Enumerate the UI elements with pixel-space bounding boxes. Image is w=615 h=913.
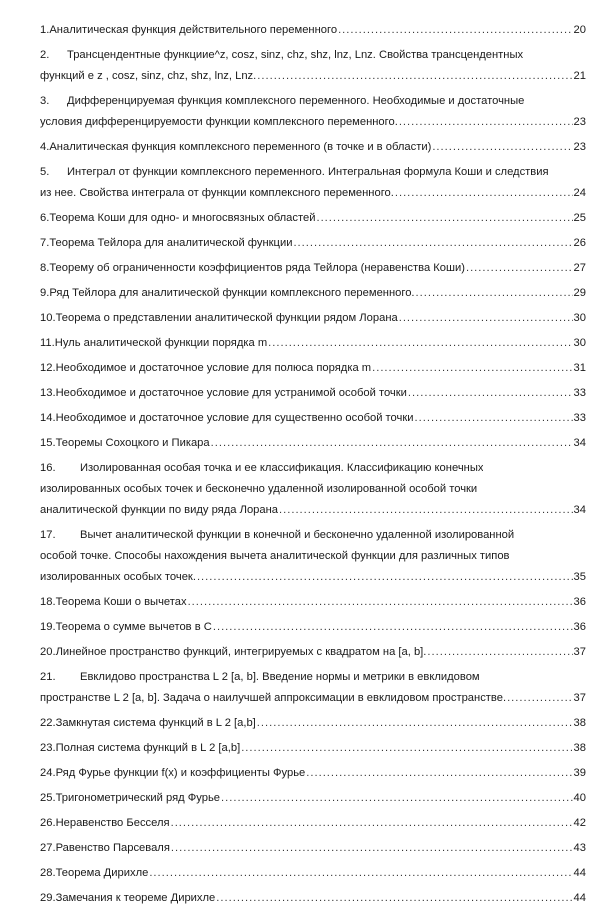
toc-entry-page-number[interactable]: 23 <box>573 116 586 128</box>
toc-entry-last-line <box>40 233 586 254</box>
dot-leader <box>415 408 573 429</box>
toc-entry[interactable] <box>40 358 586 379</box>
toc-entry-number: 5. <box>40 166 50 178</box>
toc-entry-number: 16. <box>40 462 56 474</box>
toc-entry-page-number[interactable]: 24 <box>573 187 586 199</box>
dot-leader <box>171 838 573 859</box>
toc-entry-number: 27. <box>40 842 56 854</box>
dot-leader <box>188 592 573 613</box>
toc-entry-page-number[interactable]: 34 <box>573 504 586 516</box>
dot-leader <box>427 642 572 663</box>
toc-entry-page-number[interactable]: 37 <box>573 646 586 658</box>
toc-entry-line <box>40 91 586 112</box>
toc-entry-number: 17. <box>40 529 56 541</box>
toc-entry-last-line <box>40 20 586 41</box>
toc-entry-page-number[interactable]: 38 <box>573 717 586 729</box>
toc-entry[interactable] <box>40 617 586 638</box>
toc-entry-last-line <box>40 358 586 379</box>
toc-entry-number: 6. <box>40 212 50 224</box>
toc-entry-title[interactable]: Замечания к теореме Дирихле <box>55 892 216 904</box>
toc-entry-page-number[interactable]: 44 <box>573 892 586 904</box>
dot-leader <box>306 763 572 784</box>
toc-entry-title-line: изолированных особых точек и бесконечно удаленной изолированной особой точки <box>40 483 478 495</box>
toc-entry-last-line <box>40 567 586 588</box>
toc-entry-number: 24. <box>40 767 56 779</box>
dot-leader <box>279 500 573 521</box>
toc-entry-last-line <box>40 333 586 354</box>
toc-entry-number: 26. <box>40 817 56 829</box>
toc-entry-title[interactable]: Тригонометрический ряд Фурье <box>55 792 221 804</box>
toc-entry-title[interactable]: из нее. Свойства интеграла от функции комплексного переменного. <box>40 187 394 199</box>
toc-entry[interactable] <box>40 258 586 279</box>
toc-entry-last-line <box>40 258 586 279</box>
toc-entry-number: 11. <box>40 337 55 349</box>
toc-entry-title[interactable]: Теорема о представлении аналитической функции рядом Лорана <box>55 312 398 324</box>
toc-entry[interactable] <box>40 45 586 87</box>
dot-leader <box>216 888 572 909</box>
dot-leader <box>316 208 572 229</box>
toc-entry[interactable] <box>40 458 586 521</box>
toc-entry-page-number[interactable]: 43 <box>573 842 586 854</box>
toc-entry-title[interactable]: Необходимое и достаточное условие для полюса порядка m <box>55 362 372 374</box>
toc-entry[interactable] <box>40 788 586 809</box>
toc-entry-page-number[interactable]: 44 <box>573 867 586 879</box>
toc-entry-title-line: Интеграл от функции комплексного переменного. Интегральная формула Коши и следствия <box>67 166 549 178</box>
toc-entry-title[interactable]: Теорема о сумме вычетов в С <box>55 621 212 633</box>
toc-entry-number: 18. <box>40 596 56 608</box>
toc-entry-number: 22. <box>40 717 56 729</box>
toc-entry-last-line <box>40 500 586 521</box>
toc-entry-last-line <box>40 838 586 859</box>
toc-entry-title[interactable]: Необходимое и достаточное условие для существенно особой точки <box>55 412 414 424</box>
toc-entry-title-line: Трансцендентные функциие^z, cosz, sinz, chz, shz, lnz, Lnz. Свойства трансцендентных <box>67 49 524 61</box>
toc-entry-title[interactable]: Неравенство Бесселя <box>55 817 170 829</box>
toc-entry[interactable] <box>40 642 586 663</box>
dot-leader <box>466 258 573 279</box>
toc-entry-page-number[interactable]: 26 <box>573 237 586 249</box>
toc-entry-page-number[interactable]: 23 <box>573 141 586 153</box>
toc-entry-title[interactable]: Аналитическая функция комплексного переменного (в точке и в области) <box>49 141 432 153</box>
toc-entry-title[interactable]: функций е z , cosz, sinz, chz, shz, lnz, Lnz. <box>40 70 257 82</box>
toc-entry-title-line: Дифференцируемая функция комплексного переменного. Необходимые и достаточные <box>67 95 525 107</box>
toc-entry[interactable] <box>40 763 586 784</box>
toc-entry-title-line: Изолированная особая точка и ее классификация. Классификацию конечных <box>80 462 484 474</box>
toc-entry-title[interactable]: Ряд Тейлора для аналитической функции комплексного переменного. <box>49 287 415 299</box>
dot-leader <box>416 283 573 304</box>
toc-entry-number: 2. <box>40 49 50 61</box>
toc-entry-title[interactable]: пространстве L 2 [a, b]. Задача о наилучшей аппроксимации в евклидовом пространстве. <box>40 692 507 704</box>
toc-entry-title[interactable]: Теорема Дирихле <box>55 867 149 879</box>
toc-entry-title[interactable]: Теорема Коши для одно- и многосвязных областей <box>49 212 316 224</box>
toc-entry-last-line <box>40 433 586 454</box>
toc-entry-line <box>40 479 586 500</box>
toc-entry-title[interactable]: Аналитическая функция действительного переменного <box>49 24 338 36</box>
dot-leader <box>149 863 572 884</box>
toc-entry-number: 25. <box>40 792 56 804</box>
toc-entry-number: 1. <box>40 24 50 36</box>
toc-entry-number: 9. <box>40 287 50 299</box>
toc-entry-title[interactable]: аналитической функции по виду ряда Лорана <box>40 504 279 516</box>
toc-entry-last-line <box>40 383 586 404</box>
toc-entry[interactable] <box>40 20 586 41</box>
toc-entry-page-number[interactable]: 21 <box>573 70 586 82</box>
toc-entry[interactable] <box>40 162 586 204</box>
dot-leader <box>171 813 573 834</box>
toc-entry-number: 4. <box>40 141 50 153</box>
toc-entry-last-line <box>40 283 586 304</box>
toc-entry-last-line <box>40 592 586 613</box>
toc-entry[interactable] <box>40 813 586 834</box>
toc-entry-page-number[interactable]: 35 <box>573 571 586 583</box>
toc-entry-page-number[interactable]: 29 <box>573 287 586 299</box>
toc-entry[interactable] <box>40 91 586 133</box>
dot-leader <box>432 137 572 158</box>
toc-entry[interactable] <box>40 383 586 404</box>
toc-entry-line <box>40 667 586 688</box>
toc-entry-title[interactable]: условия дифференцируемости функции комплексного переменного. <box>40 116 398 128</box>
toc-entry-page-number[interactable]: 20 <box>573 24 586 36</box>
toc-entry-page-number[interactable]: 33 <box>573 412 586 424</box>
toc-entry-number: 13. <box>40 387 56 399</box>
toc-entry[interactable] <box>40 333 586 354</box>
toc-entry[interactable] <box>40 208 586 229</box>
dot-leader <box>408 383 573 404</box>
toc-entry-number: 3. <box>40 95 50 107</box>
dot-leader <box>221 788 573 809</box>
toc-entry-page-number[interactable]: 34 <box>573 437 586 449</box>
toc-entry-title[interactable]: Линейное пространство функций, интегрируемых с квадратом на [a, b]. <box>55 646 427 658</box>
toc-entry-page-number[interactable]: 37 <box>573 692 586 704</box>
toc-entry-title[interactable]: Ряд Фурье функции f(x) и коэффициенты Фурье <box>55 767 306 779</box>
dot-leader <box>338 20 572 41</box>
toc-entry-page-number[interactable]: 30 <box>573 312 586 324</box>
toc-entry-page-number[interactable]: 36 <box>573 621 586 633</box>
toc-entry-line <box>40 45 586 66</box>
toc-entry-number: 14. <box>40 412 56 424</box>
toc-entry-line <box>40 546 586 567</box>
toc-entry-last-line <box>40 763 586 784</box>
toc-entry-title[interactable]: Равенство Парсеваля <box>55 842 170 854</box>
toc-entry[interactable] <box>40 408 586 429</box>
dot-leader <box>241 738 572 759</box>
toc-entry-title[interactable]: Полная система функций в L 2 [a,b] <box>55 742 241 754</box>
dot-leader <box>399 308 573 329</box>
toc-entry-page-number[interactable]: 31 <box>573 362 586 374</box>
toc-entry-title[interactable]: Нуль аналитической функции порядка m <box>54 337 268 349</box>
toc-entry[interactable] <box>40 308 586 329</box>
toc-entry[interactable] <box>40 233 586 254</box>
toc-entry-page-number[interactable]: 42 <box>573 817 586 829</box>
toc-entry-page-number[interactable]: 36 <box>573 596 586 608</box>
toc-entry[interactable] <box>40 713 586 734</box>
toc-entry-page-number[interactable]: 27 <box>573 262 586 274</box>
toc-entry-last-line <box>40 863 586 884</box>
toc-entry-last-line <box>40 888 586 909</box>
toc-entry-line <box>40 525 586 546</box>
toc-entry-number: 29. <box>40 892 56 904</box>
toc-entry[interactable] <box>40 137 586 158</box>
toc-entry-last-line <box>40 308 586 329</box>
toc-entry-title[interactable]: Теорема Тейлора для аналитической функции <box>49 237 293 249</box>
dot-leader <box>395 183 573 204</box>
toc-entry-page-number[interactable]: 33 <box>573 387 586 399</box>
toc-entry-page-number[interactable]: 25 <box>573 212 586 224</box>
toc-entry[interactable] <box>40 863 586 884</box>
toc-entry-number: 23. <box>40 742 56 754</box>
dot-leader <box>213 617 573 638</box>
toc-entry-number: 19. <box>40 621 56 633</box>
toc-entry-title[interactable]: Теорема Коши о вычетах <box>55 596 187 608</box>
toc-entry-page-number[interactable]: 40 <box>573 792 586 804</box>
toc-entry-number: 10. <box>40 312 56 324</box>
toc-entry-last-line <box>40 112 586 133</box>
toc-entry-last-line <box>40 788 586 809</box>
dot-leader <box>257 66 572 87</box>
toc-entry-title[interactable]: Необходимое и достаточное условие для устранимой особой точки <box>55 387 407 399</box>
toc-entry-number: 20. <box>40 646 56 658</box>
toc-entry-last-line <box>40 813 586 834</box>
toc-entry-number: 8. <box>40 262 50 274</box>
toc-entry[interactable] <box>40 525 586 588</box>
toc-entry-last-line <box>40 208 586 229</box>
toc-entry-last-line <box>40 183 586 204</box>
table-of-contents <box>40 20 586 913</box>
toc-entry-title[interactable]: Теорему об ограниченности коэффициентов ряда Тейлора (неравенства Коши) <box>49 262 465 274</box>
dot-leader <box>211 433 573 454</box>
toc-entry-number: 15. <box>40 437 56 449</box>
toc-entry-number: 21. <box>40 671 56 683</box>
toc-entry-last-line <box>40 408 586 429</box>
toc-entry-title[interactable]: изолированных особых точек. <box>40 571 196 583</box>
toc-entry[interactable] <box>40 592 586 613</box>
toc-entry-line <box>40 162 586 183</box>
toc-entry-last-line <box>40 738 586 759</box>
toc-entry-last-line <box>40 137 586 158</box>
toc-entry-number: 12. <box>40 362 56 374</box>
dot-leader <box>293 233 572 254</box>
dot-leader <box>507 688 572 709</box>
toc-entry-last-line <box>40 66 586 87</box>
toc-entry[interactable] <box>40 738 586 759</box>
dot-leader <box>257 713 573 734</box>
toc-entry[interactable] <box>40 667 586 709</box>
dot-leader <box>372 358 572 379</box>
toc-entry-last-line <box>40 617 586 638</box>
toc-entry[interactable] <box>40 888 586 909</box>
dot-leader <box>268 333 572 354</box>
toc-entry-title[interactable]: Теоремы Сохоцкого и Пикара <box>55 437 210 449</box>
toc-entry-last-line <box>40 688 586 709</box>
toc-entry-last-line <box>40 642 586 663</box>
toc-entry-page-number[interactable]: 30 <box>573 337 586 349</box>
toc-entry-line <box>40 458 586 479</box>
toc-entry-last-line <box>40 713 586 734</box>
toc-entry-title[interactable]: Замкнутая система функций в L 2 [a,b] <box>55 717 256 729</box>
dot-leader <box>399 112 573 133</box>
toc-entry-page-number[interactable]: 38 <box>573 742 586 754</box>
toc-entry-title-line: Вычет аналитической функции в конечной и бесконечно удаленной изолированной <box>80 529 515 541</box>
toc-entry[interactable] <box>40 433 586 454</box>
toc-entry[interactable] <box>40 838 586 859</box>
toc-entry-number: 28. <box>40 867 56 879</box>
dot-leader <box>197 567 573 588</box>
toc-entry[interactable] <box>40 283 586 304</box>
toc-entry-page-number[interactable]: 39 <box>573 767 586 779</box>
toc-entry-number: 7. <box>40 237 50 249</box>
toc-entry-title-line: Евклидово пространства L 2 [a, b]. Введение нормы и метрики в евклидовом <box>80 671 480 683</box>
toc-entry-title-line: особой точке. Способы нахождения вычета аналитической функции для различных типов <box>40 550 510 562</box>
